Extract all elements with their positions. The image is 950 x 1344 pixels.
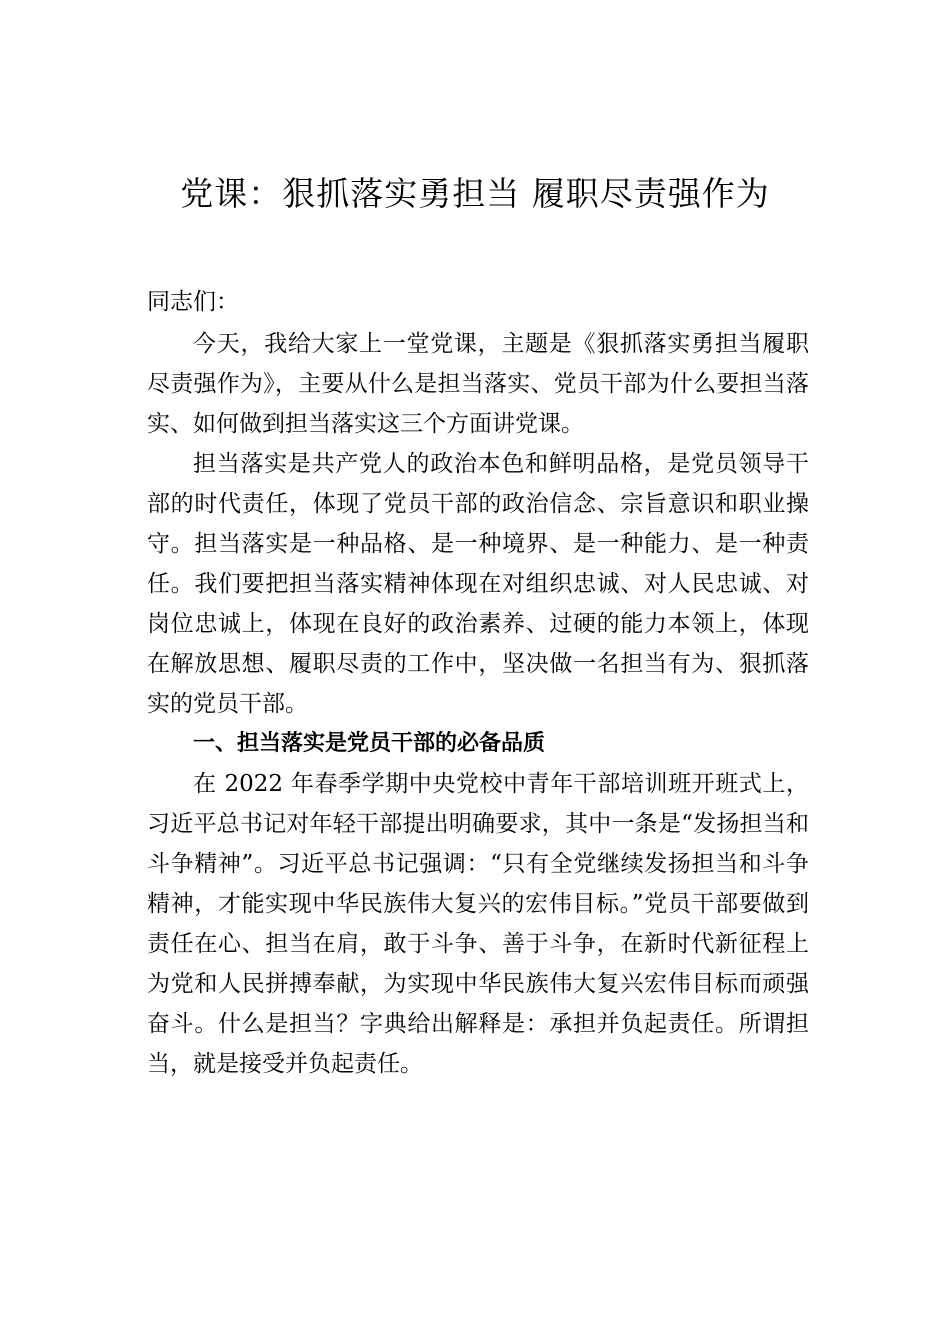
section-paragraph: 在 2022 年春季学期中央党校中青年干部培训班开班式上，习近平总书记对年轻干部提出明确要求，其中一条是“发扬担当和斗争精神”。习近平总书记强调：“只有全党继续发扬担当和斗争精神，才能实现中华民族伟大复兴的宏伟目标。”党员干部要做到责任在心、担当在肩，敢于斗争、善于斗争，在新时代新征程上为党和人民拼搏奉献，为实现中华民族伟大复兴宏伟目标而顽强奋斗。什么是担当？字典给出解释是：承担并负起责任。所谓担当，就是接受并负起责任。 xyxy=(147,771,809,1077)
body-paragraph: 担当落实是共产党人的政治本色和鲜明品格，是党员领导干部的时代责任，体现了党员干部的政治信念、宗旨意识和职业操守。担当落实是一种品格、是一种境界、是一种能力、是一种责任。我们要把担当落实精神体现在对组织忠诚、对人民忠诚、对岗位忠诚上，体现在良好的政治素养、过硬的能力本领上，体现在解放思想、履职尽责的工作中，坚决做一名担当有为、狠抓落实的党员干部。 xyxy=(147,451,809,717)
salutation: 同志们： xyxy=(147,289,239,315)
section-heading: 一、担当落实是党员干部的必备品质 xyxy=(193,731,546,756)
intro-paragraph: 今天，我给大家上一堂党课，主题是《狠抓落实勇担当履职尽责强作为》，主要从什么是担当落实、党员干部为什么要担当落实、如何做到担当落实这三个方面讲党课。 xyxy=(147,331,809,437)
document-title: 党课：狠抓落实勇担当 履职尽责强作为 xyxy=(180,174,770,213)
document-body xyxy=(147,280,809,1084)
